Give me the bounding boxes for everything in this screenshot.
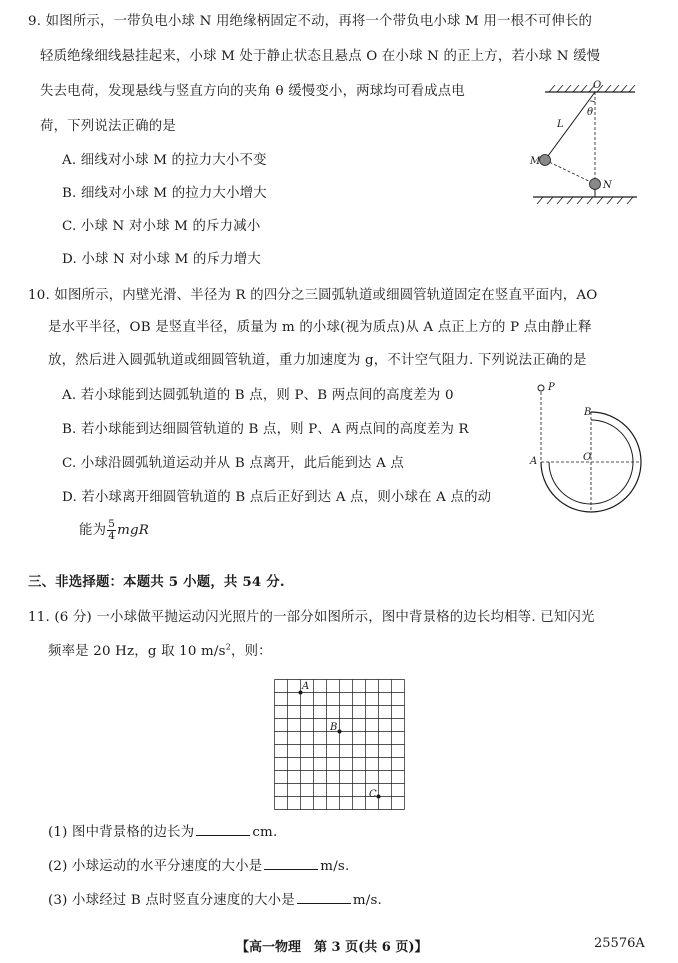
q10-label-a: A — [530, 456, 538, 467]
q9-line-4: 荷，下列说法正确的是 — [40, 119, 176, 134]
q10-line-2: 是水平半径，OB 是竖直半径，质量为 m 的小球(视为质点)从 A 点正上方的 P 点由静止释 — [48, 320, 592, 335]
q9-label-m: M — [530, 156, 541, 167]
q10-fraction-numerator: 5 — [108, 518, 116, 530]
footer-page-info: 【高一物理 第 3 页(共 6 页)】 — [236, 940, 428, 955]
q10-line-1: 10. 如图所示，内壁光滑、半径为 R 的四分之三圆弧轨道或细圆管轨道固定在竖直平面内，AO — [28, 288, 598, 303]
q11-sub-3-unit: m/s. — [352, 893, 382, 908]
q11-sub-3-text: (3) 小球经过 B 点时竖直分速度的大小是 — [48, 893, 295, 908]
q11-sub-1-text: (1) 图中背景格的边长为 — [48, 825, 195, 840]
q11-point-b — [338, 730, 342, 734]
q11-sub-1-blank[interactable] — [196, 823, 250, 836]
q11-sub-2-unit: m/s. — [320, 859, 350, 874]
q11-sub-2-blank[interactable] — [264, 857, 318, 870]
footer-code: 25576A — [594, 936, 645, 951]
q10-fraction-denominator: 4 — [108, 530, 116, 542]
q9-line-3: 失去电荷，发现悬线与竖直方向的夹角 θ 缓慢变小，两球均可看成点电 — [40, 84, 465, 99]
q9-line-2: 轻质绝缘细线悬挂起来，小球 M 处于静止状态且悬点 O 在小球 N 的正上方，若小球 N 缓慢 — [40, 49, 601, 64]
q11-sub-2 — [48, 855, 349, 874]
q11-line-2-suffix: ，则： — [231, 644, 272, 659]
q10-option-d-prefix: 能为 — [79, 523, 107, 538]
q11-sub-1-unit: cm. — [252, 825, 278, 840]
q11-grid-figure — [270, 678, 410, 814]
q11-sub-3 — [48, 889, 382, 908]
q9-line-1: 9. 如图所示，一带负电小球 N 用绝缘柄固定不动，再将一个带负电小球 M 用一根不可伸长的 — [28, 14, 593, 29]
q11-label-c: C — [369, 789, 377, 800]
q10-label-o: O — [583, 452, 592, 463]
q9-option-a: A. 细线对小球 M 的拉力大小不变 — [62, 153, 267, 168]
q11-sub-3-blank[interactable] — [297, 891, 351, 904]
q11-line-2-superscript: 2 — [225, 642, 231, 652]
q9-label-n: N — [603, 180, 612, 191]
q9-option-d: D. 小球 N 对小球 M 的斥力增大 — [62, 252, 261, 267]
q9-option-c: C. 小球 N 对小球 M 的斥力减小 — [62, 219, 261, 234]
q10-line-3: 放，然后进入圆弧轨道或细圆管轨道，重力加速度为 g，不计空气阻力. 下列说法正确的是 — [48, 353, 587, 368]
q10-option-d-suffix: mgR — [117, 523, 150, 538]
q10-option-a: A. 若小球能到达圆弧轨道的 B 点，则 P、B 两点间的高度差为 0 — [62, 388, 454, 403]
q11-grid-lines — [275, 680, 405, 810]
q11-line-2-prefix: 频率是 20 Hz，g 取 10 m/s — [48, 644, 226, 659]
q10-option-d: D. 若小球离开细圆管轨道的 B 点后正好到达 A 点，则小球在 A 点的动 — [62, 490, 492, 505]
q10-label-b: B — [584, 407, 592, 418]
q11-line-2 — [48, 640, 272, 659]
q9-pendulum-figure — [525, 78, 645, 208]
q11-label-a: A — [302, 681, 310, 692]
q10-option-c: C. 小球沿圆弧轨道运动并从 B 点离开，此后能到达 A 点 — [62, 456, 405, 471]
q11-point-c — [377, 795, 381, 799]
q11-sub-2-text: (2) 小球运动的水平分速度的大小是 — [48, 859, 263, 874]
section-3-heading: 三、非选择题：本题共 5 小题，共 54 分. — [28, 574, 285, 590]
q11-sub-1 — [48, 821, 277, 840]
q9-label-l: L — [557, 119, 564, 130]
q11-line-1: 11. (6 分) 一小球做平抛运动闪光照片的一部分如图所示，图中背景格的边长均相等. 已知闪光 — [28, 610, 595, 625]
q10-fraction — [107, 519, 116, 542]
q9-label-o: O — [593, 80, 602, 91]
q9-option-b: B. 细线对小球 M 的拉力大小增大 — [62, 186, 267, 201]
q11-label-b: B — [330, 722, 338, 733]
q10-option-d-continuation — [79, 519, 149, 542]
q10-track-figure — [528, 378, 656, 528]
q9-label-theta: θ — [587, 107, 594, 118]
q10-option-b: B. 若小球能到达细圆管轨道的 B 点，则 P、A 两点间的高度差为 R — [62, 422, 469, 437]
q10-label-p: P — [548, 382, 555, 393]
